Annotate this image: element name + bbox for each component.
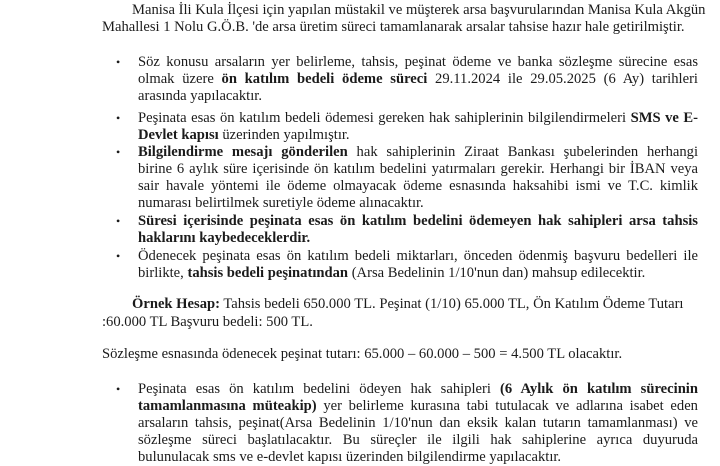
intro-line-2: Mahallesi 1 Nolu G.Ö.B. 'de arsa üretim süreci tamamlanarak arsalar tahsise hazır hale getirilmiştir. (102, 19, 685, 35)
bullet-2-bold-sms: SMS ve E- (630, 110, 699, 126)
bullet-6-line-1 (138, 381, 698, 398)
bullet-marker: • (116, 55, 121, 69)
example-line-1 (132, 296, 683, 313)
example-line-2: :60.000 TL Başvuru bedeli: 500 TL. (102, 314, 313, 330)
bullet-6-text-cont: yer belirleme kurasına tabi tutulacak ve adlarına isabet eden (316, 398, 698, 414)
bullet-marker: • (116, 382, 121, 396)
bullet-5-line-1: Ödenecek peşinata esas ön katılım bedeli miktarları, önceden ödenmiş başvuru bedelleri ile (138, 248, 698, 264)
contract-payment-line: Sözleşme esnasında ödenecek peşinat tutarı: 65.000 – 60.000 – 500 = 4.500 TL olacaktır. (102, 346, 623, 362)
bullet-1-line-3: arasında yapılacaktır. (138, 88, 262, 104)
bullet-4-line-1: Süresi içerisinde peşinata esas ön katılım bedelini ödemeyen hak sahipleri arsa tahsis (138, 213, 698, 229)
bullet-3-line-2: birine 6 aylık süre içerisinde ön katılım bedelini yatırmaları gerekir. Herhangi bir İBAN veya (138, 161, 698, 177)
bullet-2-text: Peşinata esas ön katılım bedeli ödemesi gereken hak sahiplerinin bilgilendirmeleri (138, 110, 631, 126)
bullet-5-text-end: (Arsa Bedelinin 1/10'nun dan) mahsup edilecektir. (348, 265, 646, 281)
bullet-6-bold: (6 Aylık ön katılım sürecinin (500, 381, 698, 397)
bullet-marker: • (116, 214, 121, 228)
bullet-6-line-5: bulunulacak sms ve e-devlet kapısı üzerinden bilgilendirme yapılacaktır. (138, 449, 562, 465)
bullet-1-line-2 (138, 71, 698, 88)
bullet-5-text: birlikte, (138, 265, 188, 281)
bullet-4-line-2: haklarını kaybedeceklerdir. (138, 230, 311, 246)
bullet-1-text: olmak üzere (138, 71, 222, 87)
example-label: Örnek Hesap: (132, 296, 220, 312)
bullet-2-text-end: üzerinden yapılmıştır. (218, 127, 350, 143)
bullet-2-line-2 (138, 127, 350, 144)
bullet-2-line-1 (138, 110, 698, 127)
bullet-1-line-1: Söz konusu arsaların yer belirleme, tahsis, peşinat ödeme ve banka sözleşme sürecine esas (138, 54, 698, 70)
bullet-6-bold-cont: tamamlanmasına müteakip) (138, 398, 317, 414)
bullet-marker: • (116, 145, 121, 159)
bullet-3-bold-lead: Bilgilendirme mesajı gönderilen (138, 144, 348, 160)
example-text: Tahsis bedeli 650.000 TL. Peşinat (1/10) 65.000 TL, Ön Katılım Ödeme Tutarı (219, 296, 684, 312)
intro-line-1: Manisa İli Kula İlçesi için yapılan müstakil ve müşterek arsa başvurularından Manisa Kula Akgün (132, 2, 706, 18)
bullet-marker: • (116, 249, 121, 263)
bullet-6-line-4: sözleşme süreci başlatılacaktır. Bu süreçler ile ilgili hak sahiplerine ayrıca duyuruda (138, 432, 698, 448)
bullet-1-bold-period: ön katılım bedeli ödeme süreci (221, 71, 428, 87)
bullet-5-line-2 (138, 265, 645, 282)
bullet-6-line-3: arsaların tahsis, peşinat(Arsa Bedelinin 1/10'nun dan eksik kalan tutarın tamamlanması) ve (138, 415, 698, 431)
bullet-6-line-2 (138, 398, 698, 415)
bullet-5-bold: tahsis bedeli peşinatından (187, 265, 349, 281)
bullet-marker: • (116, 111, 121, 125)
bullet-6-text: Peşinata esas ön katılım bedelini ödeyen hak sahipleri (138, 381, 501, 397)
bullet-3-line-3: sair havale yöntemi ile ödeme olmayacak ödeme esnasında haksahibi ismi ve T.C. kimlik (138, 178, 698, 194)
bullet-2-bold-devlet: Devlet kapısı (138, 127, 219, 143)
bullet-3-line-1 (138, 144, 698, 161)
bullet-3-line-4: numarası belirtilmek suretiyle ödeme alınacaktır. (138, 195, 424, 211)
bullet-3-text: hak sahiplerinin Ziraat Bankası şubelerinden herhangi (347, 144, 699, 160)
bullet-1-dates: 29.11.2024 ile 29.05.2025 (6 Ay) tarihleri (427, 71, 698, 87)
